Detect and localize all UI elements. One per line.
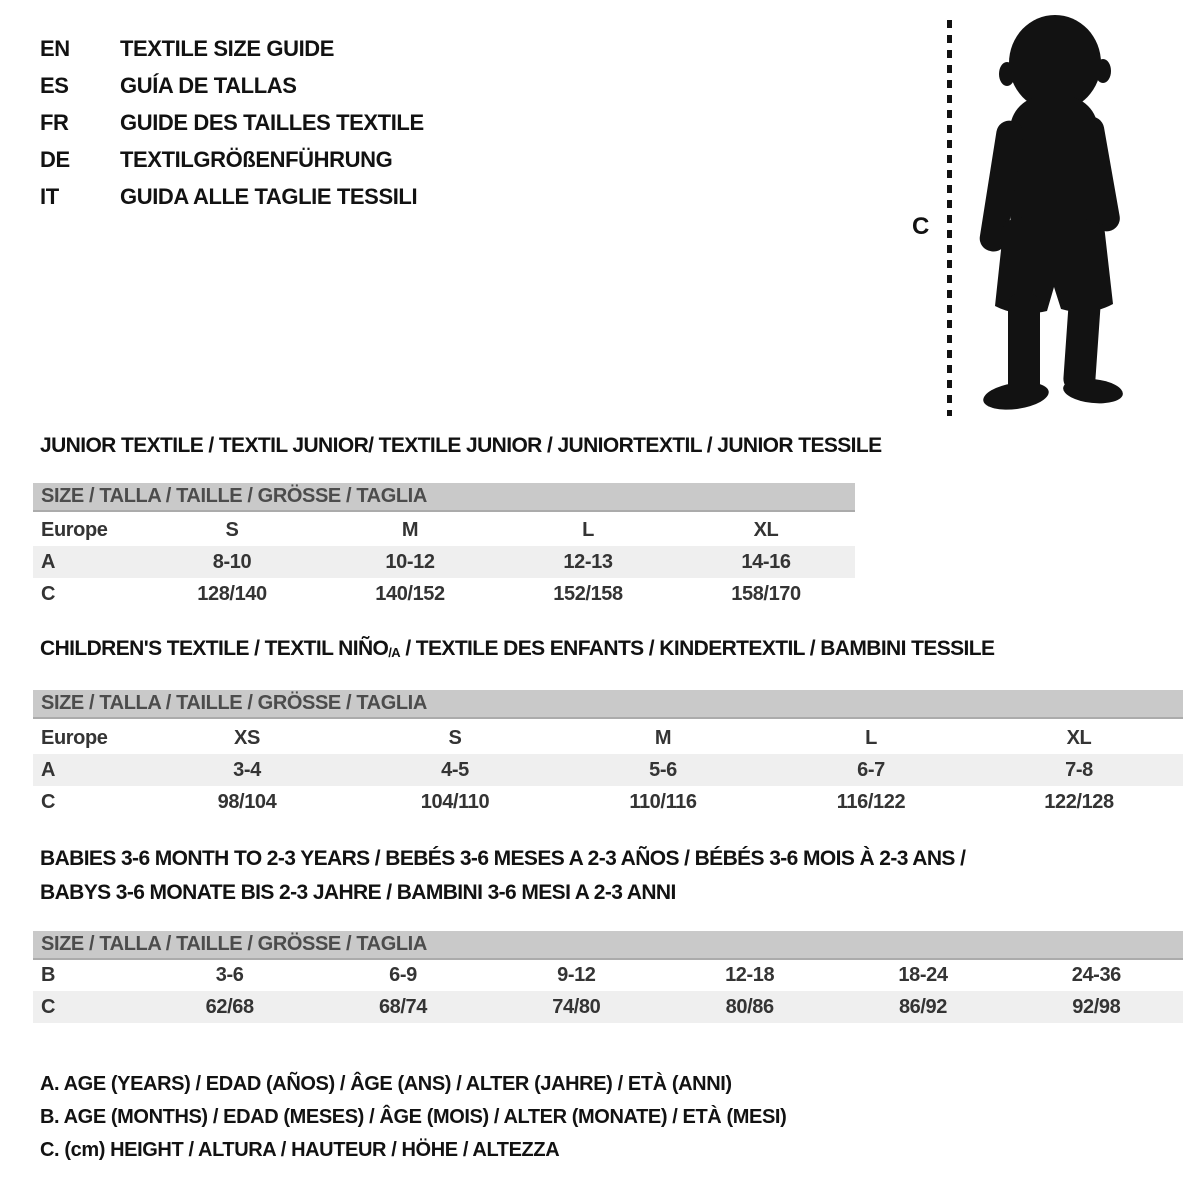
table-row (33, 754, 1183, 786)
language-code: DE (40, 146, 70, 172)
table-cell: 122/128 (1044, 790, 1114, 813)
language-row (40, 141, 424, 178)
table-header-row (33, 722, 1183, 754)
table-cell: S (448, 726, 462, 749)
table-cell: XL (1066, 726, 1092, 749)
table-row (33, 786, 1183, 818)
table-cell: 3-4 (233, 758, 261, 781)
row-label: A (41, 550, 56, 573)
junior-section-title: JUNIOR TEXTILE / TEXTIL JUNIOR/ TEXTILE JUNIOR / JUNIORTEXTIL / JUNIOR TESSILE (40, 434, 882, 457)
language-label: GUÍA DE TALLAS (120, 72, 297, 98)
children-title-sub: /A (388, 645, 401, 660)
table-cell: XL (753, 518, 779, 541)
children-size-bar: SIZE / TALLA / TAILLE / GRÖSSE / TAGLIA (33, 690, 1183, 719)
language-code: IT (40, 183, 59, 209)
table-cell: 128/140 (197, 582, 267, 605)
table-cell: 140/152 (375, 582, 445, 605)
legend-note-a: A. AGE (YEARS) / EDAD (AÑOS) / ÂGE (ANS) / ALTER (JAHRE) / ETÀ (ANNI) (40, 1073, 732, 1095)
language-row (40, 30, 424, 67)
table-cell: 6-9 (389, 963, 417, 986)
table-row (33, 959, 1183, 991)
junior-size-bar: SIZE / TALLA / TAILLE / GRÖSSE / TAGLIA (33, 483, 855, 512)
language-label: GUIDE DES TAILLES TEXTILE (120, 109, 424, 135)
row-label: C (41, 995, 56, 1018)
table-header-row (33, 514, 855, 546)
row-label: C (41, 790, 56, 813)
language-label: TEXTILE SIZE GUIDE (120, 35, 335, 61)
legend-notes (40, 1068, 786, 1167)
legend-note-c: C. (cm) HEIGHT / ALTURA / HAUTEUR / HÖHE / ALTEZZA (40, 1139, 560, 1161)
table-cell: M (401, 518, 419, 541)
table-cell: 116/122 (836, 790, 906, 813)
table-cell: 24-36 (1071, 963, 1121, 986)
table-cell: 12-13 (563, 550, 613, 573)
language-code: ES (40, 72, 69, 98)
table-cell: 104/110 (420, 790, 490, 813)
table-cell: XS (234, 726, 260, 749)
row-label: A (41, 758, 56, 781)
table-cell: 7-8 (1065, 758, 1093, 781)
table-cell: 5-6 (649, 758, 677, 781)
language-row (40, 67, 424, 104)
table-cell: L (865, 726, 877, 749)
babies-size-bar: SIZE / TALLA / TAILLE / GRÖSSE / TAGLIA (33, 931, 1183, 960)
language-row (40, 178, 424, 215)
language-label: TEXTILGRÖßENFÜHRUNG (120, 146, 393, 172)
table-cell: 158/170 (731, 582, 801, 605)
babies-table (33, 959, 1183, 1023)
children-title-pre: CHILDREN'S TEXTILE / TEXTIL NIÑO (40, 637, 389, 660)
row-label: C (41, 582, 56, 605)
table-cell: 152/158 (553, 582, 623, 605)
children-title-post: / TEXTILE DES ENFANTS / KINDERTEXTIL / BAMBINI TESSILE (400, 637, 995, 660)
table-cell: Europe (41, 518, 108, 541)
babies-section-title-line1: BABIES 3-6 MONTH TO 2-3 YEARS / BEBÉS 3-6 MESES A 2-3 AÑOS / BÉBÉS 3-6 MOIS À 2-3 ANS / (40, 847, 966, 870)
legend-note-b: B. AGE (MONTHS) / EDAD (MESES) / ÂGE (MOIS) / ALTER (MONATE) / ETÀ (MESI) (40, 1106, 787, 1128)
toddler-silhouette-icon (960, 10, 1148, 422)
table-cell: L (582, 518, 594, 541)
height-measure-label: C (912, 213, 930, 240)
table-cell: 80/86 (725, 995, 774, 1018)
language-list (40, 30, 424, 215)
row-label: B (41, 963, 56, 986)
table-cell: 10-12 (385, 550, 435, 573)
table-cell: 62/68 (205, 995, 254, 1018)
height-measure-dashed-line (947, 20, 952, 416)
table-cell: 6-7 (857, 758, 885, 781)
table-row (33, 546, 855, 578)
babies-section-title-line2: BABYS 3-6 MONATE BIS 2-3 JAHRE / BAMBINI 3-6 MESI A 2-3 ANNI (40, 881, 676, 904)
table-cell: S (225, 518, 239, 541)
language-code: FR (40, 109, 69, 135)
children-table (33, 722, 1183, 818)
table-cell: 3-6 (215, 963, 244, 986)
language-label: GUIDA ALLE TAGLIE TESSILI (120, 183, 418, 209)
table-row (33, 578, 855, 610)
table-cell: 12-18 (725, 963, 775, 986)
table-cell: 110/116 (629, 790, 697, 813)
table-cell: 9-12 (557, 963, 596, 986)
table-cell: 14-16 (741, 550, 791, 573)
children-section-title (40, 637, 994, 661)
table-cell: 8-10 (212, 550, 252, 573)
table-cell: M (654, 726, 672, 749)
table-cell: 98/104 (217, 790, 277, 813)
table-cell: 86/92 (898, 995, 948, 1018)
table-cell: 92/98 (1072, 995, 1121, 1018)
table-cell: 18-24 (898, 963, 948, 986)
table-row (33, 991, 1183, 1023)
table-cell: 4-5 (441, 758, 469, 781)
language-row (40, 104, 424, 141)
table-cell: Europe (41, 726, 108, 749)
junior-table (33, 514, 855, 610)
language-code: EN (40, 35, 70, 61)
table-cell: 74/80 (552, 995, 601, 1018)
table-cell: 68/74 (378, 995, 428, 1018)
